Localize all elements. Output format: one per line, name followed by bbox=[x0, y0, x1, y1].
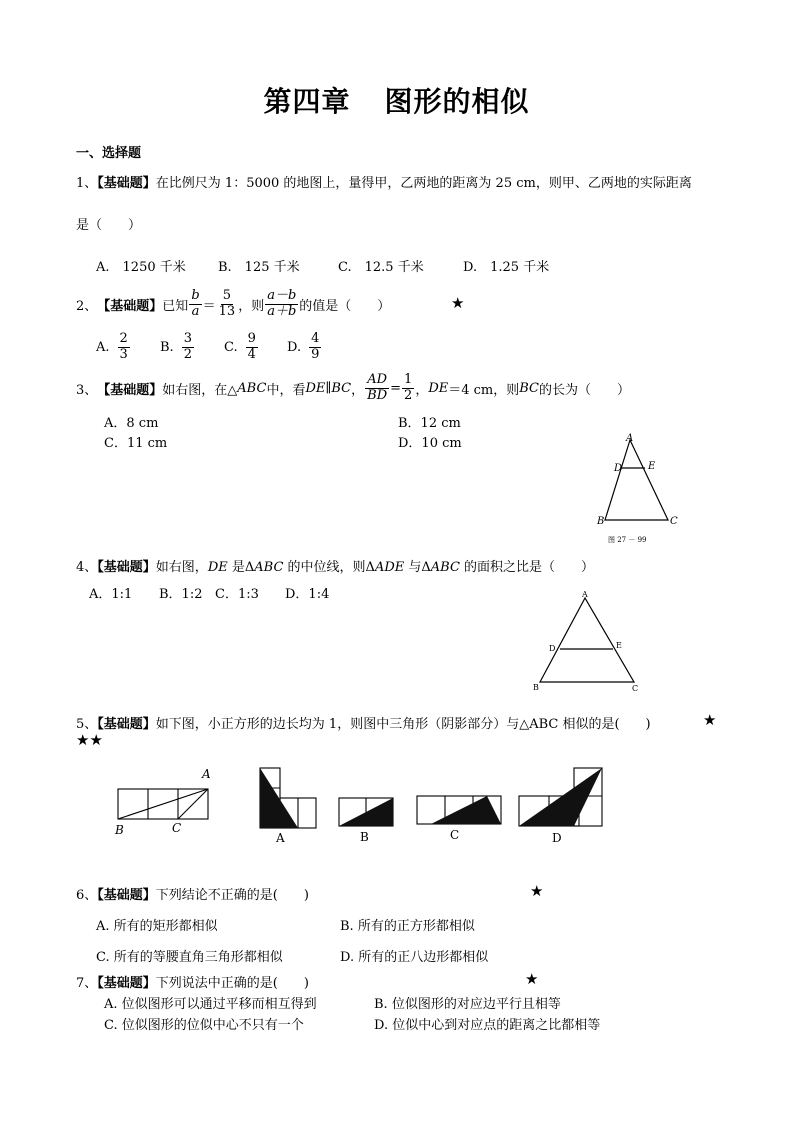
chapter-number: 第四章 bbox=[263, 85, 351, 118]
q3-figure-caption: 图 27 － 99 bbox=[608, 536, 647, 544]
q5-choice-b-label: B bbox=[360, 830, 369, 844]
q4-label-a: A bbox=[582, 590, 588, 599]
q4-label-c: C bbox=[632, 684, 639, 693]
q4-label-e: E bbox=[616, 641, 622, 650]
q5-label-a: A bbox=[202, 767, 211, 781]
q1-number: 1、 bbox=[76, 176, 98, 191]
q4-stem: 4、【基础题】如右图，DE 是ΔABC 的中位线，则ΔADE 与ΔABC 的面积之比是（ ） bbox=[76, 560, 595, 575]
q2-tag: 【基础题】 bbox=[97, 298, 163, 314]
q2-option-b[interactable]: B. $\frac{3}{2}$ bbox=[160, 330, 192, 362]
q6-stem: 6、【基础题】下列结论不正确的是( ) bbox=[76, 888, 309, 903]
q5-label-c: C bbox=[172, 821, 182, 835]
q4-option-b[interactable]: B．1:2 bbox=[159, 587, 203, 602]
q2-pre: 已知 bbox=[162, 298, 189, 314]
star-icon: ★ bbox=[525, 970, 539, 988]
q3-label-b: B bbox=[597, 516, 605, 527]
q5-choice-c-label: C bbox=[450, 828, 460, 842]
q5-choice-c-shaded bbox=[431, 796, 501, 824]
q2-fraction-5-13: $\frac{5}{13}$ bbox=[218, 287, 236, 319]
q4-label-d: D bbox=[549, 644, 556, 653]
q1-stem bbox=[76, 172, 692, 191]
q3-option-d[interactable]: D．10 cm bbox=[398, 436, 462, 451]
q2-option-d[interactable]: D. $\frac{4}{9}$ bbox=[287, 330, 320, 362]
q3-option-b[interactable]: B．12 cm bbox=[398, 416, 461, 431]
q5-choice-a-figure[interactable] bbox=[252, 762, 322, 846]
q1-text: 在比例尺为 1：5000 的地图上，量得甲，乙两地的距离为 25 cm，则甲、乙两地的实际距离 bbox=[155, 176, 692, 191]
q3-label-e: E bbox=[648, 461, 656, 472]
q5-choice-d-label: D bbox=[552, 831, 562, 845]
star-icon: ★ bbox=[451, 294, 465, 312]
q3-label-c: C bbox=[670, 516, 678, 527]
q3-label-a: A bbox=[626, 433, 634, 444]
section-heading: 一、选择题 bbox=[76, 146, 142, 161]
q5-reference-figure bbox=[108, 762, 218, 838]
q7-option-b[interactable]: B. 位似图形的对应边平行且相等 bbox=[374, 997, 561, 1012]
q3-option-a[interactable]: A．8 cm bbox=[104, 416, 159, 431]
q2-number: 2、 bbox=[76, 298, 98, 314]
q2-eq: ＝ bbox=[202, 298, 216, 314]
q3-fraction-ad-bd: $\frac{AD}{BD}$ bbox=[367, 371, 388, 403]
q4-option-a[interactable]: A．1:1 bbox=[89, 587, 133, 602]
star-icon: ★ bbox=[703, 711, 717, 729]
q5-choice-c-figure[interactable] bbox=[412, 788, 504, 846]
q4-triangle-figure bbox=[528, 588, 644, 696]
q7-option-a[interactable]: A. 位似图形可以通过平移而相互得到 bbox=[104, 997, 317, 1012]
q1-tag: 【基础题】 bbox=[97, 176, 156, 191]
q7-option-d[interactable]: D. 位似中心到对应点的距离之比都相等 bbox=[374, 1018, 601, 1033]
q1-option-c[interactable]: C. 12.5 千米 bbox=[338, 260, 424, 275]
q7-stem: 7、【基础题】下列说法中正确的是( ) bbox=[76, 976, 309, 991]
q5-choice-b-figure[interactable] bbox=[334, 788, 398, 846]
chapter-title: 图形的相似 bbox=[384, 85, 530, 118]
q3-stem: 3、 【基础题】 如右图，在△ ABC 中，看 DE∥BC ， $\frac{AD}{BD}$ = $\frac{1}{2}$ ， DE ＝4 cm，则 BC 的长为（ ） bbox=[76, 371, 631, 403]
q1-option-a[interactable]: A. 1250 千米 bbox=[96, 260, 186, 275]
star-icon: ★ bbox=[530, 882, 544, 900]
q5-choice-a-label: A bbox=[276, 831, 285, 845]
q1-stem-cont: 是（ ） bbox=[76, 218, 142, 233]
q6-option-c[interactable]: C. 所有的等腰直角三角形都相似 bbox=[96, 950, 283, 965]
q1-option-d[interactable]: D. 1.25 千米 bbox=[463, 260, 550, 275]
q2-option-a[interactable]: A. $\frac{2}{3}$ bbox=[96, 330, 128, 362]
page-title bbox=[0, 80, 793, 120]
q4-label-b: B bbox=[533, 683, 539, 692]
q6-option-a[interactable]: A. 所有的矩形都相似 bbox=[96, 919, 218, 934]
q5-choice-d-shaded bbox=[519, 768, 602, 826]
q5-stem: 5、【基础题】如下图，小正方形的边长均为 1，则图中三角形（阴影部分）与△ABC 相似的是( ) bbox=[76, 717, 651, 732]
q1-option-b[interactable]: B. 125 千米 bbox=[218, 260, 300, 275]
q4-option-c[interactable]: C．1:3 bbox=[215, 587, 259, 602]
q4-option-d[interactable]: D．1:4 bbox=[285, 587, 330, 602]
q2-option-c[interactable]: C. $\frac{9}{4}$ bbox=[224, 330, 256, 362]
q5-label-b: B bbox=[115, 823, 124, 837]
q3-triangle-figure bbox=[590, 428, 690, 550]
q6-option-b[interactable]: B. 所有的正方形都相似 bbox=[340, 919, 475, 934]
q5-choice-d-figure[interactable] bbox=[514, 762, 610, 846]
q6-option-d[interactable]: D. 所有的正八边形都相似 bbox=[340, 950, 489, 965]
q2-mid: ，则 bbox=[238, 298, 265, 314]
q3-label-d: D bbox=[614, 463, 623, 474]
q2-stem bbox=[76, 284, 390, 324]
q3-option-c[interactable]: C．11 cm bbox=[104, 436, 168, 451]
q3-fraction-half: $\frac{1}{2}$ bbox=[404, 371, 413, 403]
q2-fraction-expr: $\frac{a-b}{a+b}$ bbox=[267, 287, 297, 319]
q7-option-c[interactable]: C. 位似图形的位似中心不只有一个 bbox=[104, 1018, 304, 1033]
stars-icon: ★★ bbox=[76, 731, 103, 749]
q2-fraction-b-a: $\frac{b}{a}$ bbox=[191, 287, 200, 319]
q2-post: 的值是（ ） bbox=[299, 298, 391, 314]
